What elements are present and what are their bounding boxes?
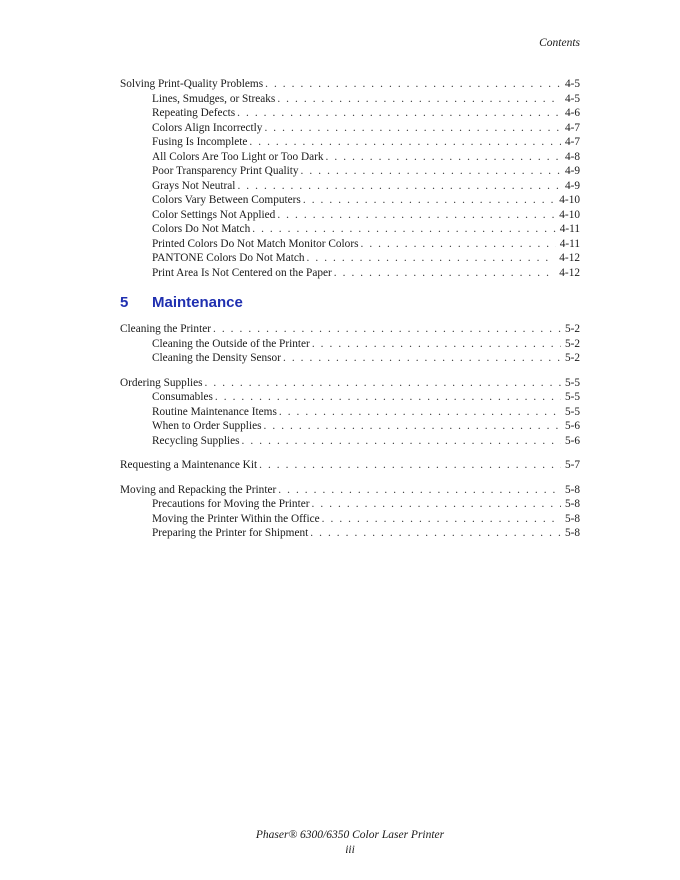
toc-subentry[interactable] (120, 251, 580, 266)
dot-leader (259, 458, 561, 473)
toc-page-number: 4-5 (564, 78, 580, 90)
footer-product-name: Phaser® 6300/6350 Color Laser Printer (255, 829, 445, 841)
toc-entry[interactable] (120, 77, 580, 92)
dot-leader (264, 419, 561, 434)
toc-page-number: 4-7 (564, 136, 580, 148)
toc-entry-title: Cleaning the Density Sensor (152, 352, 281, 364)
toc-page-number: 4-5 (564, 92, 580, 105)
toc-entry-title: Poor Transparency Print Quality (152, 165, 299, 177)
dot-leader (301, 164, 561, 179)
toc-page-number: 4-10 (559, 194, 580, 206)
toc-subentry[interactable] (120, 150, 580, 165)
toc-subentry[interactable] (120, 526, 580, 541)
toc-page-number: 5-6 (564, 420, 580, 432)
toc-page-number: 5-6 (564, 434, 580, 447)
dot-leader (237, 179, 560, 194)
chapter-heading[interactable] (120, 294, 580, 311)
dot-leader (283, 351, 561, 366)
toc-subentry[interactable] (120, 351, 580, 366)
toc-page-number: 4-12 (559, 266, 580, 279)
toc-page-number: 4-11 (559, 237, 580, 250)
toc-entry-title: Solving Print-Quality Problems (120, 78, 264, 90)
toc-subentry[interactable] (120, 106, 580, 121)
page-footer (0, 828, 680, 858)
toc-subentry[interactable] (120, 512, 580, 527)
running-header: Contents (539, 37, 580, 49)
footer-page-number: iii (345, 844, 355, 856)
toc-page-number: 4-8 (564, 150, 580, 163)
toc-page-number: 5-5 (564, 376, 580, 389)
dot-leader (277, 208, 555, 223)
toc-group (120, 458, 580, 473)
toc-entry-title: Preparing the Printer for Shipment (152, 527, 309, 539)
toc-entry-title: Grays Not Neutral (152, 179, 236, 192)
toc-page-number: 5-2 (564, 337, 580, 350)
toc-subentry[interactable] (120, 164, 580, 179)
toc-entry-title: Cleaning the Printer (120, 323, 211, 335)
toc-page-number: 5-8 (564, 483, 580, 496)
dot-leader (237, 106, 561, 121)
toc-page-number: 5-8 (564, 527, 580, 539)
toc-entry[interactable] (120, 458, 580, 473)
dot-leader (265, 77, 561, 92)
toc-entry-title: When to Order Supplies (152, 420, 262, 432)
dot-leader (278, 483, 561, 498)
toc-subentry[interactable] (120, 135, 580, 150)
toc-subentry[interactable] (120, 92, 580, 107)
toc-subentry[interactable] (120, 121, 580, 136)
dot-leader (326, 150, 561, 165)
dot-leader (312, 337, 561, 352)
toc-subentry[interactable] (120, 434, 580, 449)
toc-page-number: 4-12 (559, 252, 580, 264)
toc-page-number: 4-6 (564, 107, 580, 119)
toc-page-number: 5-8 (564, 498, 580, 510)
toc-entry-title: Consumables (152, 391, 213, 403)
dot-leader (242, 434, 561, 449)
toc-subentry[interactable] (120, 222, 580, 237)
toc-entry-title: Ordering Supplies (120, 376, 203, 389)
toc-page-number: 4-11 (559, 223, 580, 235)
toc-entry-title: Precautions for Moving the Printer (152, 498, 310, 510)
toc-entry[interactable] (120, 483, 580, 498)
toc-page-number: 5-5 (564, 391, 580, 403)
toc-entry-title: Colors Vary Between Computers (152, 194, 301, 206)
toc-entry-title: Colors Do Not Match (152, 223, 251, 235)
toc-page-number: 5-5 (564, 405, 580, 418)
chapter-title: Maintenance (152, 294, 243, 311)
toc-subentry[interactable] (120, 419, 580, 434)
toc-subentry[interactable] (120, 390, 580, 405)
toc-entry[interactable] (120, 376, 580, 391)
toc-entry-title: Requesting a Maintenance Kit (120, 459, 258, 471)
table-of-contents (120, 77, 580, 541)
dot-leader (277, 92, 561, 107)
toc-subentry[interactable] (120, 237, 580, 252)
toc-group (120, 376, 580, 449)
toc-page-number: 4-7 (564, 121, 580, 134)
dot-leader (215, 390, 561, 405)
toc-subentry[interactable] (120, 337, 580, 352)
toc-page-number: 5-2 (564, 323, 580, 335)
dot-leader (249, 135, 561, 150)
toc-subentry[interactable] (120, 266, 580, 281)
toc-subentry[interactable] (120, 193, 580, 208)
toc-entry-title: Printed Colors Do Not Match Monitor Colors (152, 237, 359, 250)
dot-leader (213, 322, 561, 337)
toc-page-number: 4-10 (559, 208, 580, 221)
toc-entry-title: Color Settings Not Applied (152, 208, 276, 221)
toc-entry-title: All Colors Are Too Light or Too Dark (152, 150, 324, 163)
dot-leader (322, 512, 561, 527)
toc-entry-title: Cleaning the Outside of the Printer (152, 337, 310, 350)
toc-group (120, 77, 580, 280)
dot-leader (307, 251, 556, 266)
dot-leader (312, 497, 561, 512)
toc-group (120, 483, 580, 541)
toc-entry-title: Routine Maintenance Items (152, 405, 277, 418)
toc-entry-title: Moving and Repacking the Printer (120, 483, 277, 496)
toc-entry-title: Lines, Smudges, or Streaks (152, 92, 276, 105)
dot-leader (334, 266, 556, 281)
dot-leader (205, 376, 561, 391)
toc-entry-title: Moving the Printer Within the Office (152, 512, 320, 525)
chapter-number: 5 (120, 294, 129, 311)
toc-subentry[interactable] (120, 497, 580, 512)
toc-page-number: 5-8 (564, 512, 580, 525)
toc-subentry[interactable] (120, 179, 580, 194)
dot-leader (252, 222, 555, 237)
toc-entry-title: Colors Align Incorrectly (152, 121, 263, 134)
toc-entry-title: Fusing Is Incomplete (152, 136, 248, 148)
toc-entry-title: PANTONE Colors Do Not Match (152, 252, 305, 264)
dot-leader (310, 526, 561, 541)
toc-entry-title: Repeating Defects (152, 107, 236, 119)
toc-page-number: 4-9 (564, 165, 580, 177)
toc-entry-title: Print Area Is Not Centered on the Paper (152, 266, 332, 279)
dot-leader (360, 237, 555, 252)
dot-leader (264, 121, 561, 136)
toc-entry-title: Recycling Supplies (152, 434, 240, 447)
toc-subentry[interactable] (120, 208, 580, 223)
dot-leader (303, 193, 555, 208)
toc-page-number: 5-2 (564, 352, 580, 364)
toc-subentry[interactable] (120, 405, 580, 420)
toc-page-number: 5-7 (564, 459, 580, 471)
toc-entry[interactable] (120, 322, 580, 337)
dot-leader (279, 405, 561, 420)
toc-page-number: 4-9 (564, 179, 580, 192)
toc-group (120, 322, 580, 366)
